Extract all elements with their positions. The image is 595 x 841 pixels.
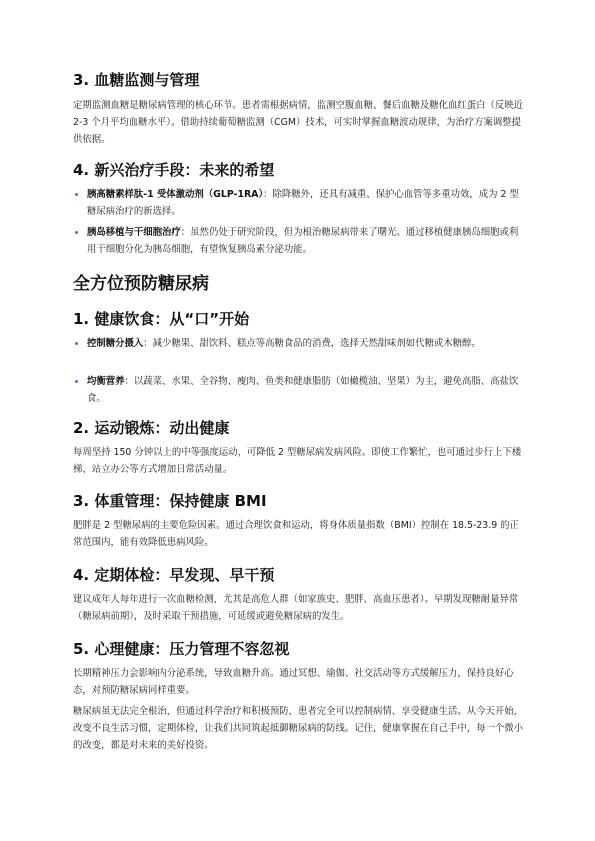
list-item-sugar-control <box>73 335 525 352</box>
list-item-text: ：虽然仍处于研究阶段，但为根治糖尿病带来了曙光。通过移植健康胰岛细胞或利用干细胞分化为胰岛细胞，有望恢复胰岛素分泌功能。 <box>87 227 519 255</box>
paragraph-glucose-monitoring: 定期监测血糖是糖尿病管理的核心环节。患者需根据病情，监测空腹血糖、餐后血糖及糖化血红蛋白（反映近 2-3 个月平均血糖水平）。借助持续葡萄糖监测（CGM）技术，可实时掌握血糖波动规律，为治疗方案调整提供依据。 <box>73 100 524 145</box>
paragraph-mental-health: 长期精神压力会影响内分泌系统，导致血糖升高。通过冥想、瑜伽、社交活动等方式缓解压力，保持良好心态，对预防糖尿病同样重要。 <box>73 668 514 696</box>
section-heading-exercise: 2. 运动锻炼：动出健康 <box>73 419 230 437</box>
list-item-bold-term: 胰岛移植与干细胞治疗 <box>87 227 181 238</box>
list-item-text: ：减少糖果、甜饮料、糕点等高糖食品的消费，选择天然甜味剂如代糖或木糖醇。 <box>143 338 481 349</box>
section-heading-healthy-diet: 1. 健康饮食：从“口”开始 <box>73 310 250 328</box>
paragraph-checkup: 建议成年人每年进行一次血糖检测，尤其是高危人群（如家族史、肥胖、高血压患者）。早期发现糖耐量异常（糖尿病前期），及时采取干预措施，可延缓或避免糖尿病的发生。 <box>73 594 519 622</box>
section-heading-checkup: 4. 定期体检：早发现、早干预 <box>73 566 275 584</box>
list-item-islet-transplant <box>73 224 525 258</box>
main-heading-prevention: 全方位预防糖尿病 <box>73 274 209 294</box>
list-item-bold-term: 均衡营养 <box>87 376 125 387</box>
bullet-dot-icon <box>75 193 78 196</box>
bullet-dot-icon <box>75 342 78 345</box>
section-heading-weight: 3. 体重管理：保持健康 BMI <box>73 492 267 510</box>
section-heading-glucose-monitoring: 3. 血糖监测与管理 <box>73 71 200 89</box>
list-item-glp1 <box>73 186 525 220</box>
bullet-dot-icon <box>75 380 78 383</box>
list-item-text: ：除降糖外，还具有减重、保护心血管等多重功效，成为 2 型糖尿病治疗的新选择。 <box>87 189 519 217</box>
section-heading-mental-health: 5. 心理健康：压力管理不容忽视 <box>73 640 290 658</box>
list-item-balanced-nutrition <box>73 373 525 407</box>
section-heading-new-treatments: 4. 新兴治疗手段：未来的希望 <box>73 161 275 179</box>
bullet-dot-icon <box>75 231 78 234</box>
paragraph-exercise: 每周坚持 150 分钟以上的中等强度运动，可降低 2 型糖尿病发病风险。即使工作繁忙，也可通过步行上下楼梯、站立办公等方式增加日常活动量。 <box>73 447 522 475</box>
paragraph-weight: 肥胖是 2 型糖尿病的主要危险因素。通过合理饮食和运动，将身体质量指数（BMI）控制在 18.5-23.9 的正常范围内，能有效降低患病风险。 <box>73 520 519 548</box>
paragraph-conclusion: 糖尿病虽无法完全根治，但通过科学治疗和积极预防，患者完全可以控制病情、享受健康生活。从今天开始，改变不良生活习惯，定期体检，让我们共同筑起抵御糖尿病的防线。记住，健康掌握在自己手中，每一个微小的改变，都是对未来的美好投资。 <box>73 706 524 751</box>
list-item-text: ：以蔬菜、水果、全谷物、瘦肉、鱼类和健康脂肪（如橄榄油、坚果）为主，避免高脂、高盐饮食。 <box>87 376 519 404</box>
list-item-bold-term: 胰高糖素样肽-1 受体激动剂（GLP-1RA） <box>87 189 264 200</box>
list-item-bold-term: 控制糖分摄入 <box>87 338 144 349</box>
